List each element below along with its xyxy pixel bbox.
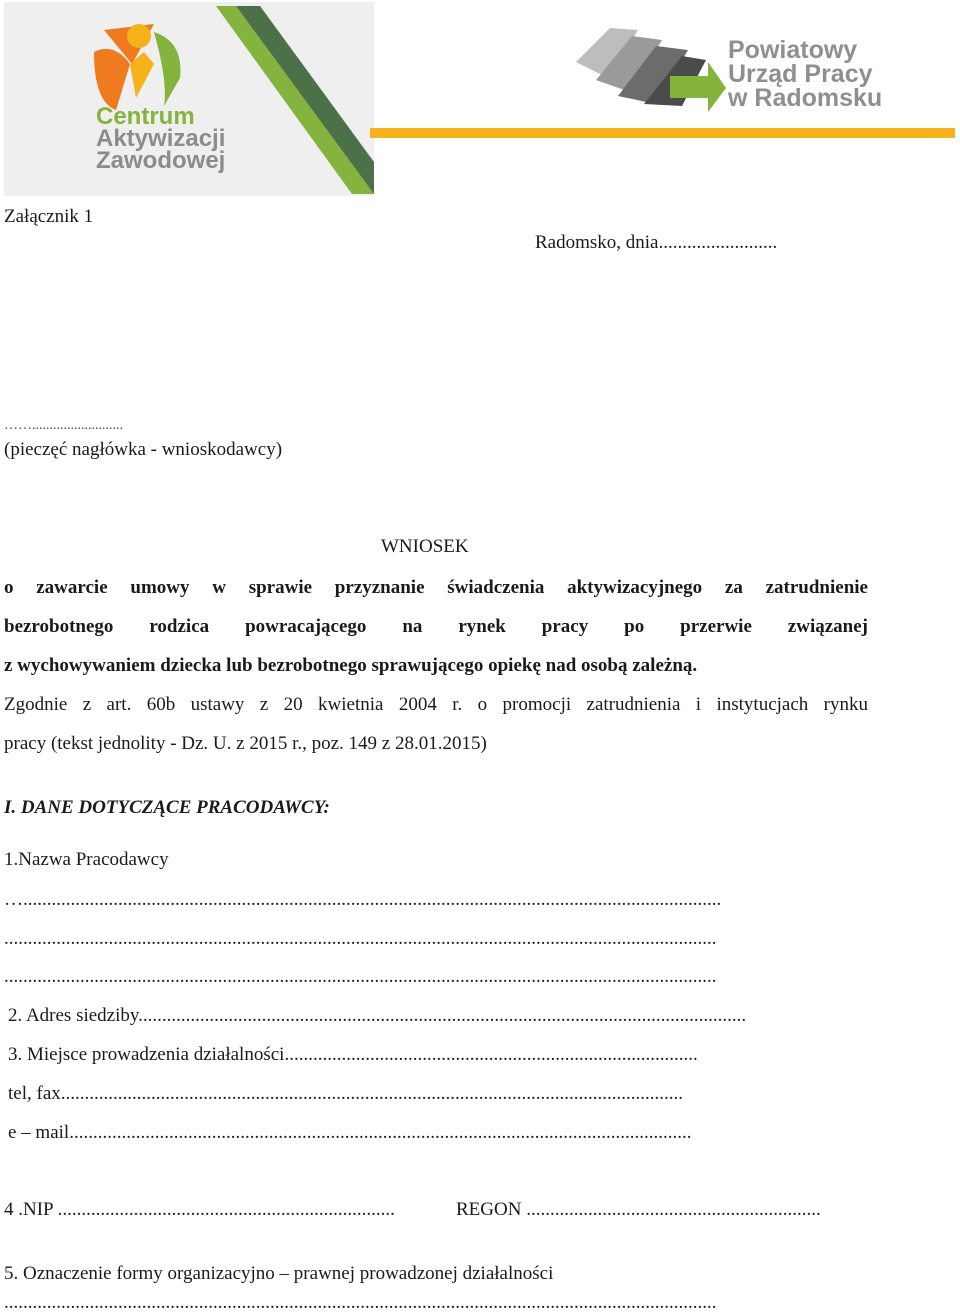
legal-form-field[interactable]: ...................................................................................................................................................... [4, 1292, 717, 1313]
employer-name-line-2[interactable]: ...................................................................................................................................................... [4, 928, 717, 949]
phone-fax-field[interactable]: tel, fax................................................................................................................................... [8, 1083, 684, 1104]
logo-word-centrum: Centrum [96, 103, 195, 130]
legal-line-2: pracy (tekst jednolity - Dz. U. z 2015 r., poz. 149 z 28.01.2015) [4, 733, 487, 754]
stamp-dots: …….......................... [4, 418, 123, 433]
logo-figure-leaf-shape [154, 32, 180, 106]
document-title: WNIOSEK [381, 536, 469, 557]
centrum-logo [4, 2, 374, 196]
logo-figure-body-shape [94, 49, 130, 110]
attachment-label: Załącznik 1 [4, 206, 94, 227]
pup-word-urzad-pracy: Urząd Pracy [728, 60, 873, 88]
subtitle-line-2: bezrobotnego rodzica powracającego na rynek pracy po przerwie związanej [4, 616, 868, 637]
nip-field[interactable]: 4 .NIP ....................................................................... [4, 1199, 395, 1220]
logo-word-zawodowej: Zawodowej [96, 147, 226, 174]
section-heading-employer: I. DANE DOTYCZĄCE PRACODAWCY: [4, 797, 330, 818]
subtitle-line-1: o zawarcie umowy w sprawie przyznanie świadczenia aktywizacyjnego za zatrudnienie [4, 577, 868, 598]
subtitle-line-3: z wychowywaniem dziecka lub bezrobotnego sprawującego opiekę nad osobą zależną. [4, 655, 698, 676]
employer-name-line-3[interactable]: ...................................................................................................................................................... [4, 966, 717, 987]
legal-line-1: Zgodnie z art. 60b ustawy z 20 kwietnia 2004 r. o promocji zatrudnienia i instytucjach rynku [4, 694, 868, 715]
logo-diagonal-stripe [216, 6, 374, 194]
regon-field[interactable]: REGON .............................................................. [456, 1199, 821, 1220]
page-header [0, 0, 960, 200]
pup-word-w-radomsku: w Radomsku [728, 84, 883, 112]
employer-name-label: 1.Nazwa Pracodawcy [4, 849, 169, 870]
logo-figure-head-shape [127, 24, 151, 48]
email-field[interactable]: e – mail................................................................................................................................... [8, 1122, 692, 1143]
place-of-business-field[interactable]: 3. Miejsce prowadzenia działalności....................................................................................... [8, 1044, 698, 1065]
logo-word-aktywizacji: Aktywizacji [96, 125, 226, 152]
legal-form-label: 5. Oznaczenie formy organizacyjno – prawnej prowadzonej działalności [4, 1263, 554, 1284]
stamp-label: (pieczęć nagłówka - wnioskodawcy) [4, 439, 283, 460]
centrum-logo-text [96, 103, 226, 174]
pup-yellow-line [370, 128, 955, 138]
pup-word-powiatowy: Powiatowy [728, 36, 858, 64]
employer-name-line-1[interactable]: …................................................................................................................................................... [4, 889, 722, 910]
pup-logo-text [728, 38, 882, 110]
address-field[interactable]: 2. Adres siedziby................................................................................................................................ [8, 1005, 747, 1026]
place-date-field: Radomsko, dnia......................... [535, 232, 778, 253]
